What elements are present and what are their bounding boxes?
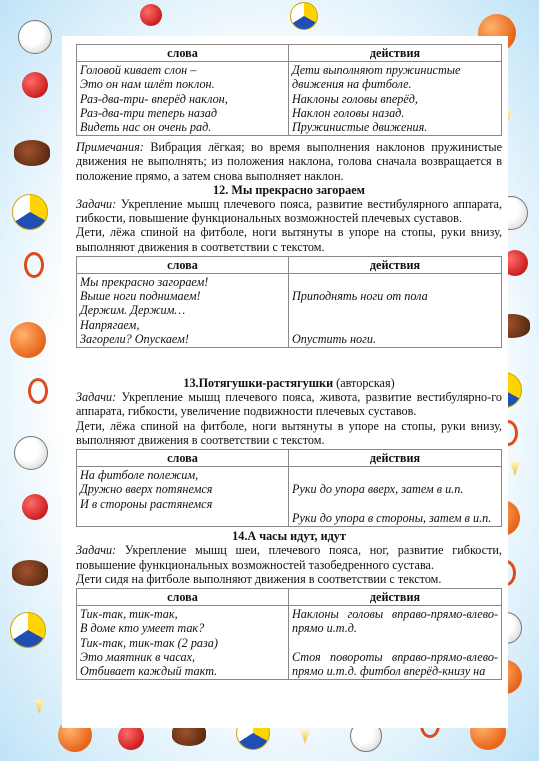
task-label: Задачи: — [76, 390, 117, 405]
sec14-words-cell — [77, 606, 289, 680]
sec14-intro: Дети сидя на фитболе выполняют движения в соответствии с текстом. — [76, 571, 442, 586]
verse-line: Напрягаем, — [80, 317, 140, 332]
action-line: Опустить ноги. — [292, 331, 377, 346]
action-line: Пружинистые движения. — [292, 120, 428, 135]
verse-line: Дружно вверх потянемся — [80, 482, 213, 497]
verse-line: Головой кивает слон – — [80, 63, 197, 78]
action-line: Руки до упора в стороны, затем в и.п. — [292, 510, 492, 525]
racket-icon — [28, 378, 48, 404]
task-text: Укрепление мышц плечевого пояса, развитие вестибулярного аппарата, гибкости, повышение функциональных возможностей плечевых суставов. — [76, 197, 502, 226]
sec12-header-words: слова — [77, 256, 289, 273]
action-line: Наклон головы назад. — [292, 105, 405, 120]
verse-line: На фитболе полежим, — [80, 468, 199, 483]
volleyball-icon — [290, 2, 318, 30]
sec14-title: 14.А часы идут, идут — [232, 529, 346, 544]
sec12-header-actions: действия — [289, 256, 502, 273]
sec13-header-actions: действия — [289, 450, 502, 467]
basketball-icon — [10, 322, 46, 358]
task-label: Задачи: — [76, 197, 117, 212]
action-line: Руки до упора вверх, затем в и.п. — [292, 482, 464, 497]
note-label: Примечания: — [76, 140, 144, 155]
sec13-header-words: слова — [77, 450, 289, 467]
sec13-intro: Дети, лёжа спиной на фитболе, ноги вытянуты в упоре на стопы, руки внизу, выполняют движения в соответствии с текстом. — [76, 418, 502, 447]
soccer-ball-icon — [14, 436, 48, 470]
sec12-title: 12. Мы прекрасно загораем — [213, 182, 365, 197]
pingpong-paddle-icon — [22, 494, 48, 520]
sec13-words-cell — [77, 467, 289, 527]
action-line: Наклоны головы вперёд, — [292, 91, 418, 106]
action-line: Дети выполняют пружинистые — [292, 63, 461, 78]
shuttlecock-icon — [510, 462, 520, 476]
sec13-title-text: 13.Потягушки-растягушки — [183, 376, 334, 391]
verse-line: Выше ноги поднимаем! — [80, 289, 201, 304]
verse-line: Загорели? Опускаем! — [80, 331, 189, 346]
sec11-table — [76, 44, 502, 136]
sec12-words-cell — [77, 274, 289, 348]
sec13-title-note: (авторская) — [333, 376, 395, 391]
shuttlecock-icon — [300, 730, 310, 744]
soccer-ball-icon — [18, 20, 52, 54]
shuttlecock-icon — [34, 700, 44, 714]
verse-line: Раз-два-три- вперёд наклон, — [80, 91, 228, 106]
pingpong-paddle-icon — [22, 72, 48, 98]
verse-line: Отбивает каждый такт. — [80, 663, 218, 678]
verse-line: Держим. Держим… — [80, 303, 186, 318]
sec12-actions-cell — [289, 274, 502, 348]
sec13-task — [76, 390, 502, 418]
rugby-ball-icon — [12, 560, 48, 586]
verse-line: И в стороны растянемся — [80, 496, 213, 511]
action-line: Наклоны головы вправо-прямо-влево-прямо и.т.д. — [292, 607, 498, 636]
sec11-actions-cell — [289, 62, 502, 136]
sec11-words-cell — [77, 62, 289, 136]
verse-line: В доме кто умеет так? — [80, 621, 205, 636]
verse-line: Раз-два-три теперь назад — [80, 105, 218, 120]
sec14-task — [76, 543, 502, 571]
sec13-table — [76, 449, 502, 527]
sec13-title — [76, 376, 502, 390]
task-text: Укрепление мышц шеи, плечевого пояса, ног, развитие гибкости, повышение функциональных возможностей тазобедренного сустава. — [76, 543, 502, 572]
verse-line: Тик-так, тик-так, — [80, 607, 178, 622]
action-line: движения на фитболе. — [292, 77, 412, 92]
task-text: Укрепление мышц плечевого пояса, живота, развитие вестибулярно-го аппарата, гибкости, увеличение подвижности плечевых суставов. — [76, 390, 502, 419]
racket-icon — [24, 252, 44, 278]
document-content — [76, 44, 502, 680]
sec11-header-actions: действия — [289, 45, 502, 62]
pingpong-paddle-icon — [140, 4, 162, 26]
sec14-header-actions: действия — [289, 588, 502, 605]
sec12-task — [76, 197, 502, 225]
rugby-ball-icon — [14, 140, 50, 166]
verse-line: Это маятник в часах, — [80, 649, 196, 664]
action-line: Стоя повороты вправо-прямо-влево-прямо и.т.д. фитбол вперёд-книзу на — [292, 649, 498, 678]
note-text: Вибрация лёгкая; во время выполнения наклонов пружинистые движения не выполнять; из положения наклона, голова сначала возвращается в положение прямо, а затем снова выполняет наклон. — [76, 140, 502, 183]
sec11-header-words: слова — [77, 45, 289, 62]
volleyball-icon — [12, 194, 48, 230]
sec12-table — [76, 256, 502, 348]
action-line: Приподнять ноги от пола — [292, 289, 428, 304]
volleyball-icon — [10, 612, 46, 648]
verse-line: Видеть нас он очень рад. — [80, 120, 212, 135]
verse-line: Это он нам шлёт поклон. — [80, 77, 215, 92]
sec11-note — [76, 140, 502, 183]
sec13-actions-cell — [289, 467, 502, 527]
task-label: Задачи: — [76, 543, 117, 558]
sec14-actions-cell — [289, 606, 502, 680]
sec12-intro: Дети, лёжа спиной на фитболе, ноги вытянуты в упоре на стопы, руки внизу, выполняют движения в соответствии с текстом. — [76, 225, 502, 254]
sec14-table — [76, 588, 502, 680]
verse-line: Тик-так, тик-так (2 раза) — [80, 635, 218, 650]
verse-line: Мы прекрасно загораем! — [80, 275, 209, 290]
sec14-header-words: слова — [77, 588, 289, 605]
